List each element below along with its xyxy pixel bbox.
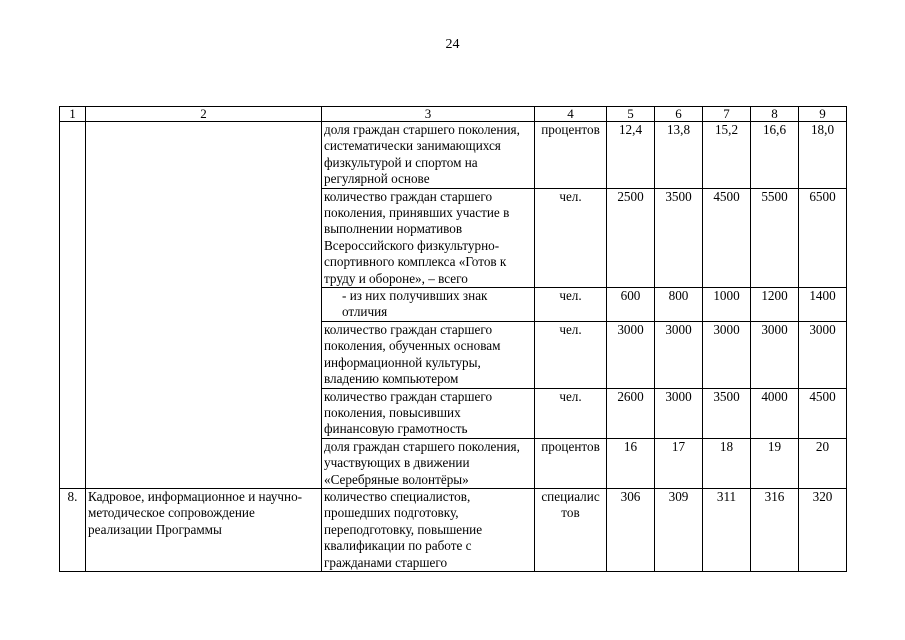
value-cell: 2600 bbox=[607, 388, 655, 438]
header-cell: 7 bbox=[703, 107, 751, 122]
header-cell: 8 bbox=[751, 107, 799, 122]
value-cell: 15,2 bbox=[703, 122, 751, 189]
header-cell: 4 bbox=[535, 107, 607, 122]
table-row bbox=[60, 122, 847, 189]
value-cell: 6500 bbox=[799, 188, 847, 287]
activity-cell: Кадровое, информационное и научно-методическое сопровождение реализации Программы bbox=[86, 488, 322, 571]
value-cell: 18,0 bbox=[799, 122, 847, 189]
indicator-cell: доля граждан старшего поколения, систематически занимающихся физкультурой и спортом на регулярной основе bbox=[322, 122, 535, 189]
header-cell: 5 bbox=[607, 107, 655, 122]
header-cell: 6 bbox=[655, 107, 703, 122]
value-cell: 20 bbox=[799, 438, 847, 488]
value-cell: 1000 bbox=[703, 288, 751, 322]
activity-cell bbox=[86, 122, 322, 489]
value-cell: 3500 bbox=[703, 388, 751, 438]
unit-cell: специалис тов bbox=[535, 488, 607, 571]
value-cell: 5500 bbox=[751, 188, 799, 287]
value-cell: 309 bbox=[655, 488, 703, 571]
value-cell: 3000 bbox=[799, 321, 847, 388]
unit-cell: процентов bbox=[535, 438, 607, 488]
unit-cell: чел. bbox=[535, 288, 607, 322]
indicator-cell: доля граждан старшего поколения, участвующих в движении «Серебряные волонтёры» bbox=[322, 438, 535, 488]
value-cell: 3000 bbox=[655, 388, 703, 438]
unit-cell: процентов bbox=[535, 122, 607, 189]
value-cell: 3500 bbox=[655, 188, 703, 287]
header-cell: 1 bbox=[60, 107, 86, 122]
table-header-row bbox=[60, 107, 847, 122]
value-cell: 17 bbox=[655, 438, 703, 488]
value-cell: 316 bbox=[751, 488, 799, 571]
value-cell: 16 bbox=[607, 438, 655, 488]
program-indicators-table bbox=[59, 106, 847, 572]
value-cell: 4500 bbox=[799, 388, 847, 438]
header-cell: 2 bbox=[86, 107, 322, 122]
value-cell: 4500 bbox=[703, 188, 751, 287]
number-cell bbox=[60, 122, 86, 489]
value-cell: 16,6 bbox=[751, 122, 799, 189]
value-cell: 18 bbox=[703, 438, 751, 488]
header-cell: 3 bbox=[322, 107, 535, 122]
page-number: 24 bbox=[445, 37, 460, 52]
value-cell: 3000 bbox=[607, 321, 655, 388]
unit-cell: чел. bbox=[535, 188, 607, 287]
value-cell: 3000 bbox=[703, 321, 751, 388]
value-cell: 600 bbox=[607, 288, 655, 322]
value-cell: 12,4 bbox=[607, 122, 655, 189]
indicator-cell: количество граждан старшего поколения, обученных основам информационной культуры, владению компьютером bbox=[322, 321, 535, 388]
value-cell: 3000 bbox=[655, 321, 703, 388]
value-cell: 3000 bbox=[751, 321, 799, 388]
value-cell: 311 bbox=[703, 488, 751, 571]
indicator-cell: количество граждан старшего поколения, принявших участие в выполнении нормативов Всероссийского физкультурно-спортивного комплекса «Готов к труду и обороне», – всего bbox=[322, 188, 535, 287]
indicator-cell: количество специалистов, прошедших подготовку, переподготовку, повышение квалификации по работе с гражданами старшего bbox=[322, 488, 535, 571]
header-cell: 9 bbox=[799, 107, 847, 122]
value-cell: 306 bbox=[607, 488, 655, 571]
value-cell: 2500 bbox=[607, 188, 655, 287]
indicator-cell: - из них получивших знак отличия bbox=[322, 288, 535, 322]
value-cell: 320 bbox=[799, 488, 847, 571]
value-cell: 800 bbox=[655, 288, 703, 322]
number-cell: 8. bbox=[60, 488, 86, 571]
value-cell: 1200 bbox=[751, 288, 799, 322]
value-cell: 4000 bbox=[751, 388, 799, 438]
value-cell: 13,8 bbox=[655, 122, 703, 189]
unit-cell: чел. bbox=[535, 321, 607, 388]
unit-cell: чел. bbox=[535, 388, 607, 438]
table-row bbox=[60, 488, 847, 571]
value-cell: 19 bbox=[751, 438, 799, 488]
value-cell: 1400 bbox=[799, 288, 847, 322]
indicator-cell: количество граждан старшего поколения, повысивших финансовую грамотность bbox=[322, 388, 535, 438]
